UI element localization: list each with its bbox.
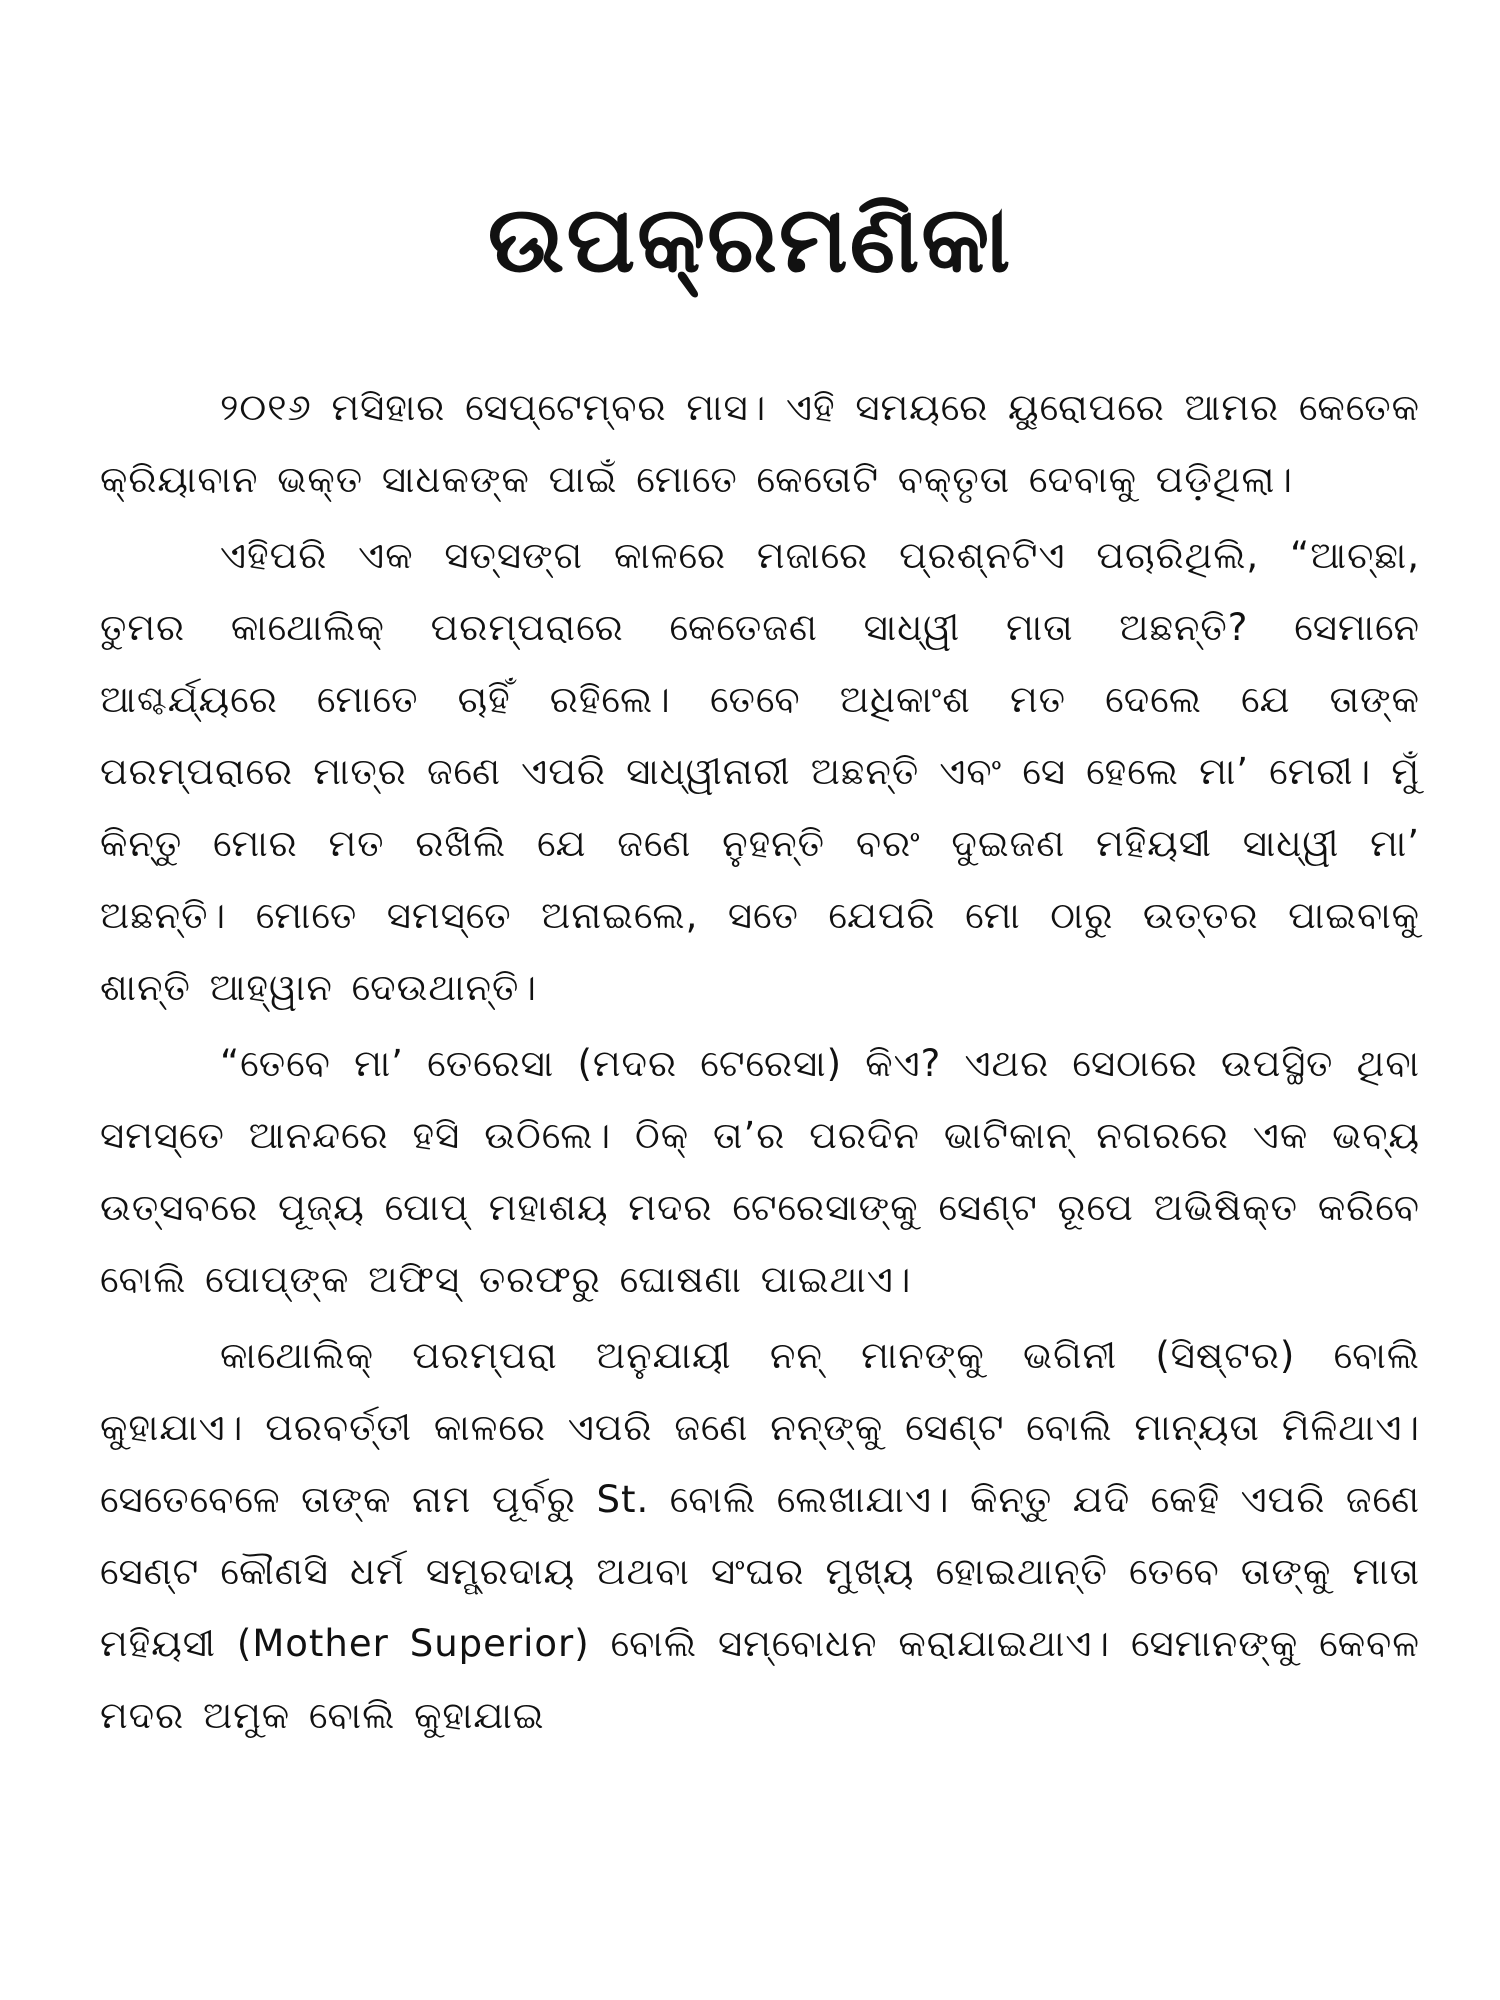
paragraph-1: ୨୦୧୬ ମସିହାର ସେପ୍ଟେମ୍ବର ମାସ। ଏହି ସମୟରେ ୟୁରୋପରେ ଆମର କେତେକ କ୍ରିୟାବାନ ଭକ୍ତ ସାଧକଙ୍କ ପାଇଁ ମୋତେ କେତୋଟି ବକ୍ତୃତା ଦେବାକୁ ପଡ଼ିଥିଲା।	[100, 386, 1420, 501]
page-title: ଉପକ୍ରମଣିକା	[487, 186, 1013, 293]
paragraph-2: ଏହିପରି ଏକ ସତ୍‌ସଙ୍ଗ କାଳରେ ମଜାରେ ପ୍ରଶ୍ନଟିଏ ପଚାରିଥିଲି, “ଆଚ୍ଛା, ତୁମର କାଥୋଲିକ୍ ପରମ୍ପରାରେ କେତେଜଣ ସାଧ୍ୱୀ ମାତା ଅଛନ୍ତି? ସେମାନେ ଆଶ୍ଚର୍ଯ୍ୟରେ ମୋତେ ଚାହିଁ ରହିଲେ। ତେବେ ଅଧିକାଂଶ ମତ ଦେଲେ ଯେ ତାଙ୍କ ପରମ୍ପରାରେ ମାତ୍ର ଜଣେ ଏପରି ସାଧ୍ୱୀନାରୀ ଅଛନ୍ତି ଏବଂ ସେ ହେଲେ ମା’ ମେରୀ। ମୁଁ କିନ୍ତୁ ମୋର ମତ ରଖିଲି ଯେ ଜଣେ ନୁହନ୍ତି ବରଂ ଦୁଇଜଣ ମହିୟସୀ ସାଧ୍ୱୀ ମା’ ଅଛନ୍ତି। ମୋତେ ସମସ୍ତେ ଅନାଇଲେ, ସତେ ଯେପରି ମୋ ଠାରୁ ଉତ୍ତର ପାଇବାକୁ ଶାନ୍ତି ଆହ୍ୱାନ ଦେଉଥାନ୍ତି।	[100, 534, 1420, 1009]
paragraph-4: କାଥୋଲିକ୍ ପରମ୍ପରା ଅନୁଯାୟୀ ନନ୍ ମାନଙ୍କୁ ଭଗିନୀ (ସିଷ୍ଟର) ବୋଲି କୁହାଯାଏ। ପରବର୍ତ୍ତୀ କାଳରେ ଏପରି ଜଣେ ନନ୍‌ଙ୍କୁ ସେଣ୍ଟ ବୋଲି ମାନ୍ୟତା ମିଳିଥାଏ। ସେତେବେଳେ ତାଙ୍କ ନାମ ପୂର୍ବରୁ St. ବୋଲି ଲେଖାଯାଏ। କିନ୍ତୁ ଯଦି କେହି ଏପରି ଜଣେ ସେଣ୍ଟ କୌଣସି ଧର୍ମ ସମ୍ପ୍ରଦାୟ ଅଥବା ସଂଘର ମୁଖ୍ୟ ହୋଇଥାନ୍ତି ତେବେ ତାଙ୍କୁ ମାତା ମହିୟସୀ (Mother Superior) ବୋଲି ସମ୍ବୋଧନ କରାଯାଇଥାଏ। ସେମାନଙ୍କୁ କେବଳ ମଦର ଅମୁକ ବୋଲି କୁହାଯାଇ	[100, 1334, 1420, 1737]
body-text	[100, 372, 1420, 1752]
paragraph-3: “ତେବେ ମା’ ତେରେସା (ମଦର ଟେରେସା) କିଏ? ଏଥର ସେଠାରେ ଉପସ୍ଥିତ ଥିବା ସମସ୍ତେ ଆନନ୍ଦରେ ହସି ଉଠିଲେ। ଠିକ୍ ତା’ର ପରଦିନ ଭାଟିକାନ୍ ନଗରରେ ଏକ ଭବ୍ୟ ଉତ୍ସବରେ ପୂଜ୍ୟ ପୋପ୍ ମହାଶୟ ମଦର ଟେରେସାଙ୍କୁ ସେଣ୍ଟ ରୂପେ ଅଭିଷିକ୍ତ କରିବେ ବୋଲି ପୋପ୍‌ଙ୍କ ଅଫିସ୍ ତରଫରୁ ଘୋଷଣା ପାଇଥାଏ।	[100, 1042, 1420, 1301]
